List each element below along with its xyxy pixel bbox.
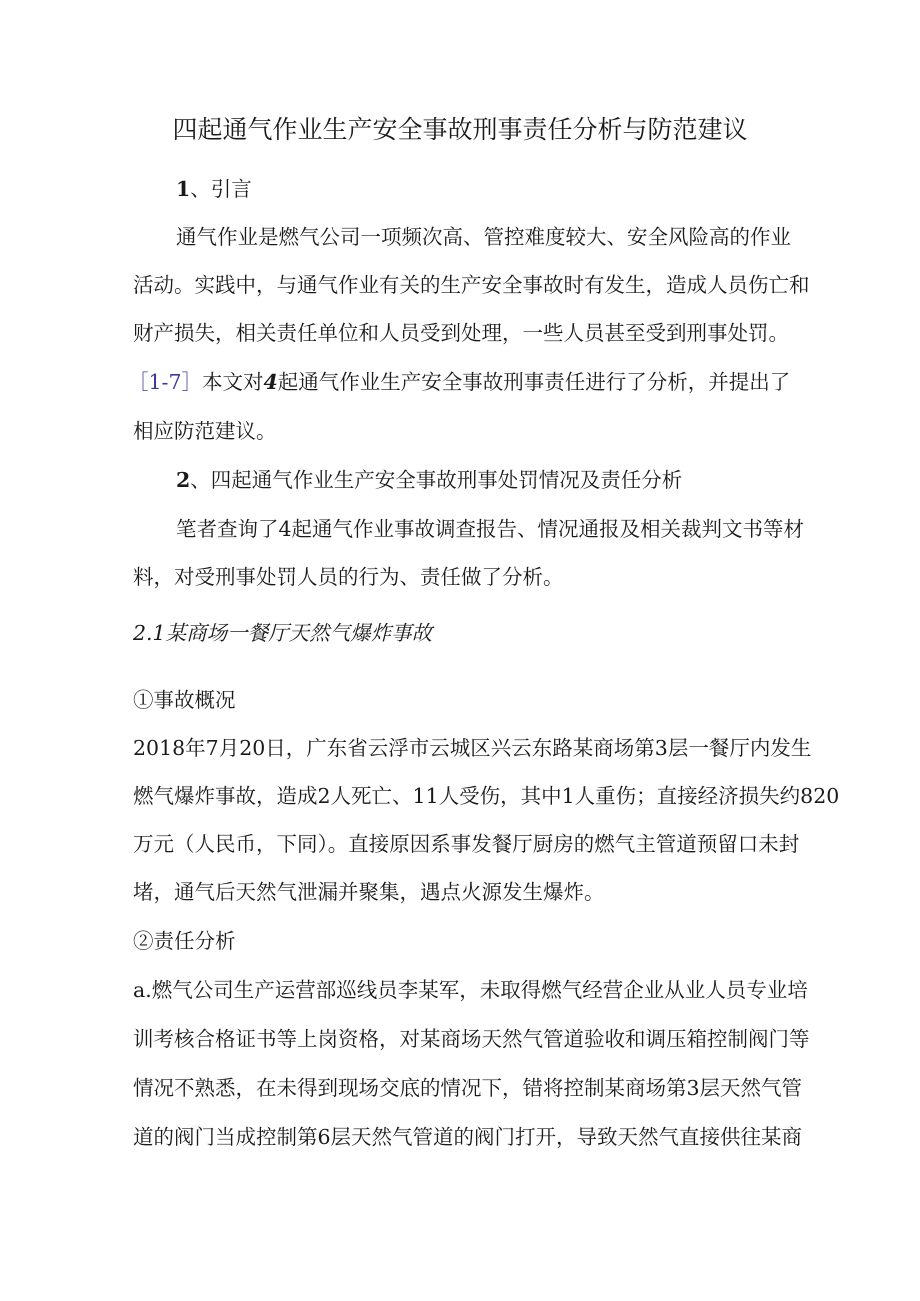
paragraph-line: 道的阀门当成控制第6层天然气管道的阀门打开，导致天然气直接供往某商 xyxy=(133,1125,803,1149)
paragraph-line: 堵，通气后天然气泄漏并聚集，遇点火源发生爆炸。 xyxy=(133,880,605,904)
page-title: 四起通气作业生产安全事故刑事责任分析与防范建议 xyxy=(172,115,748,144)
section-2-heading xyxy=(176,465,682,495)
paragraph-number: 4 xyxy=(263,370,278,394)
citation-reference: ［1-7］ xyxy=(128,370,203,394)
paragraph-line: 通气作业是燃气公司一项频次高、管控难度较大、安全风险高的作业 xyxy=(176,225,791,249)
paragraph-text: 本文对 xyxy=(202,370,264,394)
paragraph-line: a.燃气公司生产运营部巡线员李某军，未取得燃气经营企业从业人员专业培 xyxy=(133,978,808,1002)
paragraph-text: 起通气作业生产安全事故刑事责任进行了分析，并提出了 xyxy=(277,370,791,394)
paragraph-line-with-citation xyxy=(128,367,790,397)
paragraph-line: 训考核合格证书等上岗资格，对某商场天然气管道验收和调压箱控制阀门等 xyxy=(133,1027,810,1051)
paragraph-line: 相应防范建议。 xyxy=(133,419,277,443)
overview-heading: ①事故概况 xyxy=(133,688,236,712)
section-1-heading xyxy=(176,174,252,204)
paragraph-line: 料，对受刑事处罚人员的行为、责任做了分析。 xyxy=(133,565,564,589)
section-1-number: 1 xyxy=(176,177,191,201)
section-1-title: 、引言 xyxy=(190,177,252,201)
paragraph-line: 活动。实践中，与通气作业有关的生产安全事故时有发生，造成人员伤亡和 xyxy=(133,273,810,297)
paragraph-line: 笔者查询了4起通气作业事故调查报告、情况通报及相关裁判文书等材 xyxy=(176,517,805,541)
section-2-title: 、四起通气作业生产安全事故刑事处罚情况及责任分析 xyxy=(190,468,683,492)
responsibility-heading: ②责任分析 xyxy=(133,929,236,953)
paragraph-line: 万元（人民币，下同）。直接原因系事发餐厅厨房的燃气主管道预留口未封 xyxy=(133,832,800,856)
paragraph-line: 财产损失，相关责任单位和人员受到处理，一些人员甚至受到刑事处罚。 xyxy=(133,321,789,345)
paragraph-line: 情况不熟悉，在未得到现场交底的情况下，错将控制某商场第3层天然气管 xyxy=(133,1076,803,1100)
subsection-2-1-heading: 2.1某商场一餐厅天然气爆炸事故 xyxy=(133,621,433,645)
paragraph-line: 燃气爆炸事故，造成2人死亡、11人受伤，其中1人重伤；直接经济损失约820 xyxy=(133,784,840,808)
paragraph-line: 2018年7月20日，广东省云浮市云城区兴云东路某商场第3层一餐厅内发生 xyxy=(133,736,812,760)
section-2-number: 2 xyxy=(176,468,191,492)
